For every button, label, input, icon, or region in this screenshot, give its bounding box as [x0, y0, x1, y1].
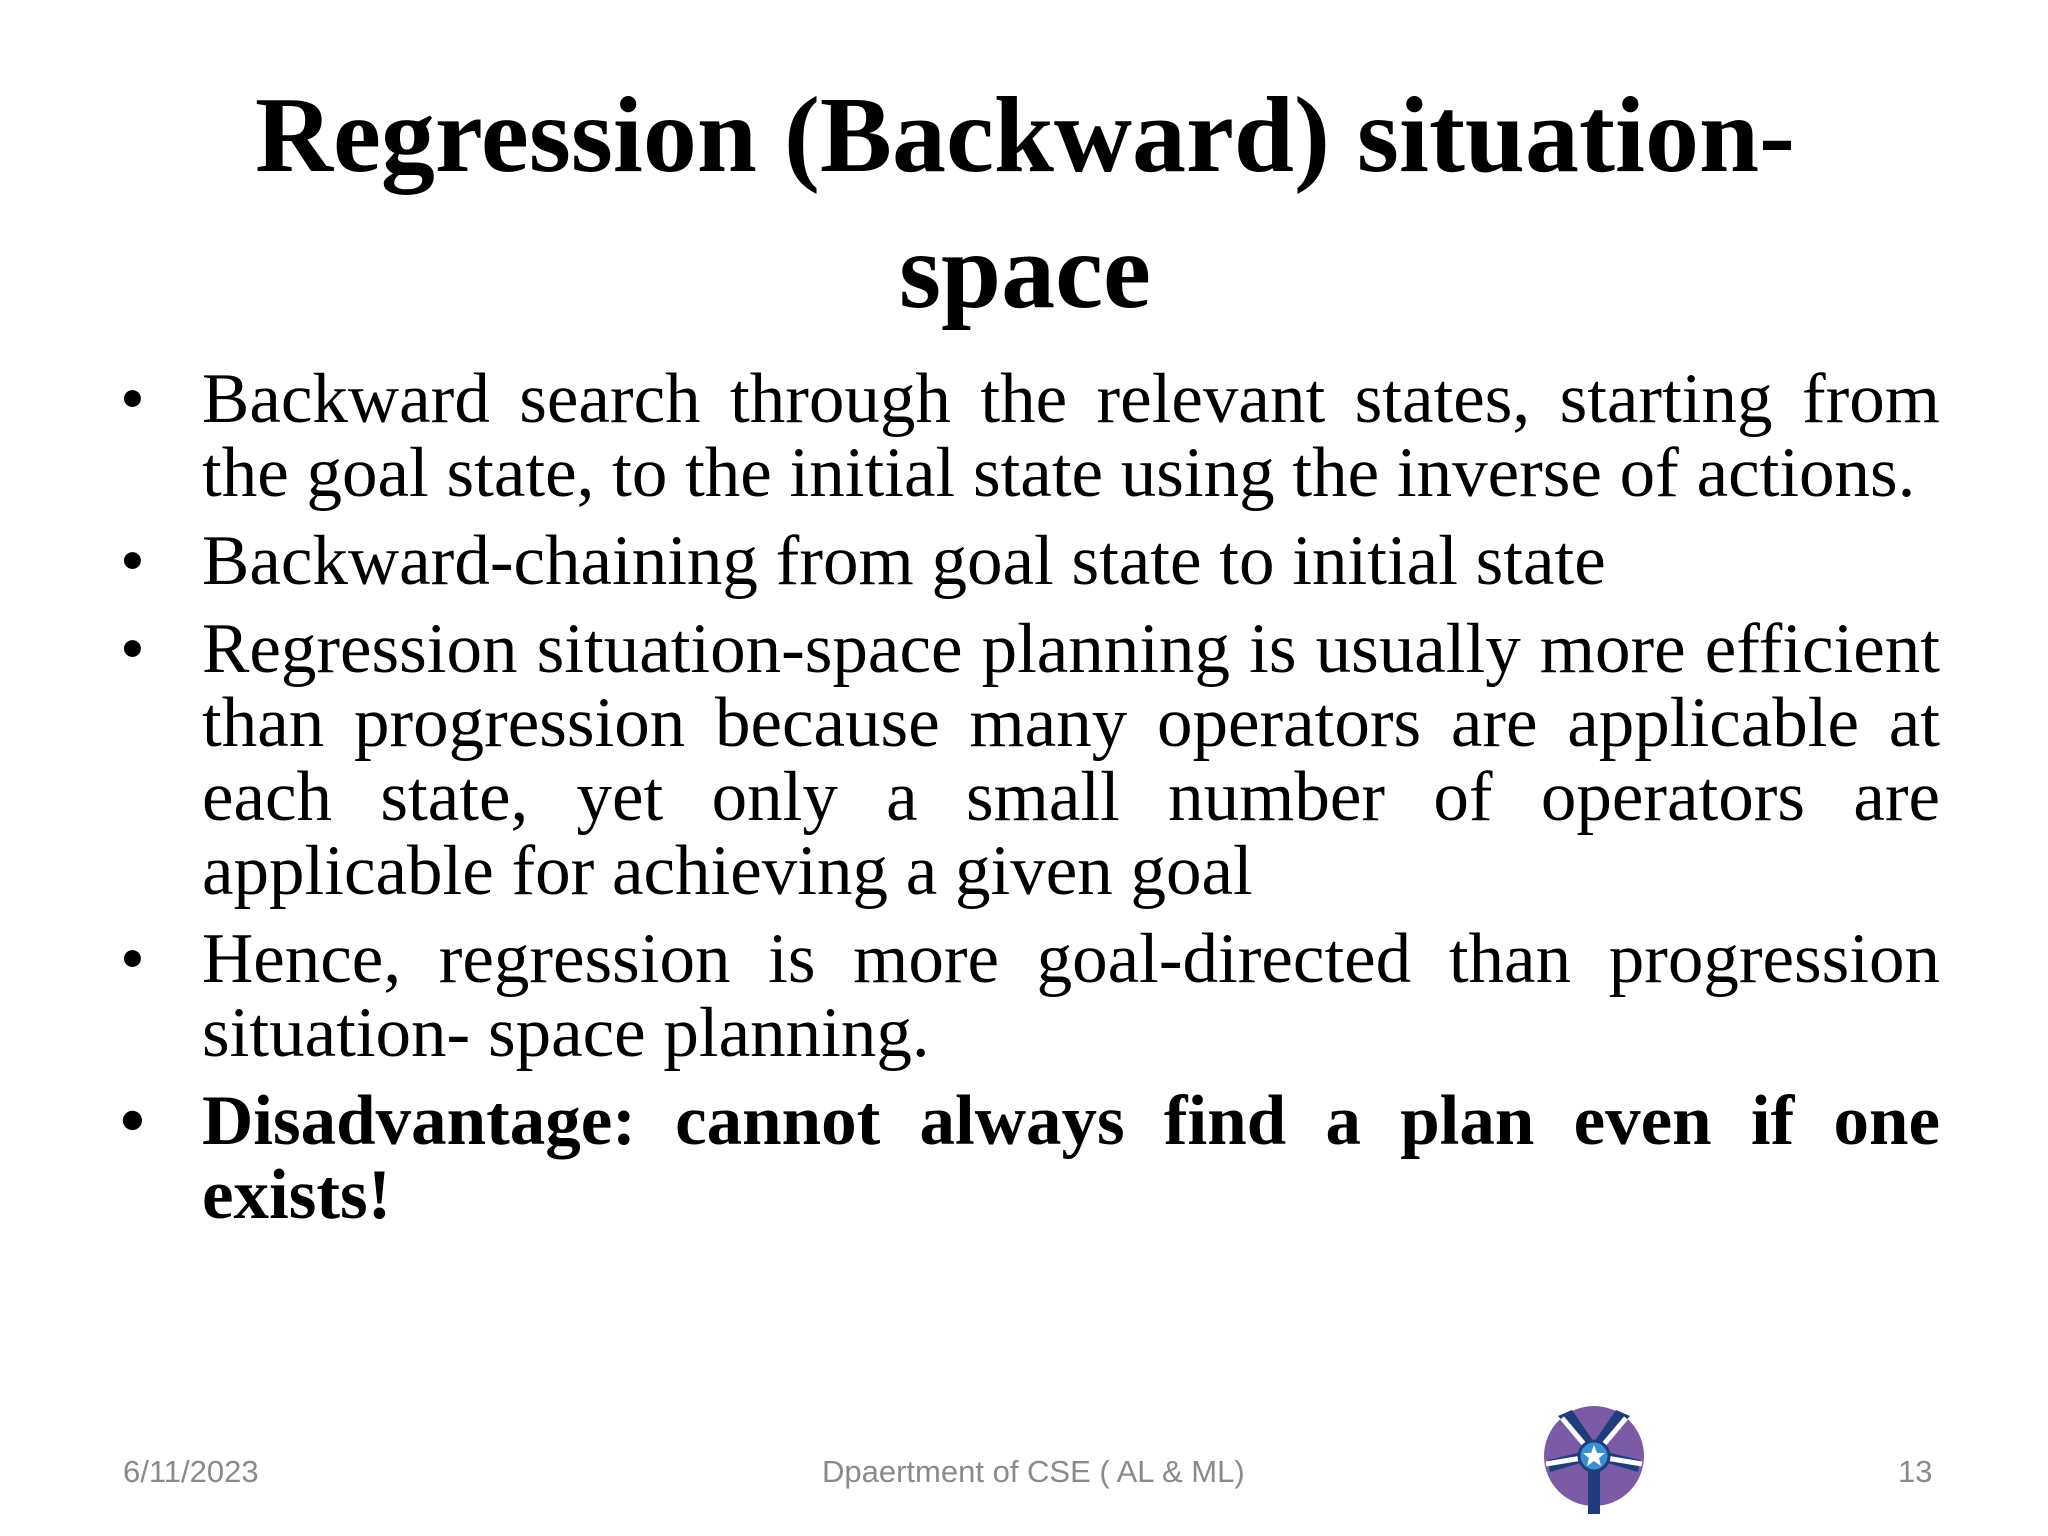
bullet-text: Hence, regression is more goal-directed than progression situation- space planning. [202, 920, 1940, 1072]
bullet-item [120, 612, 1940, 908]
footer-page-number: 13 [1898, 1454, 1933, 1489]
bullet-glyph: • [120, 360, 145, 438]
bullet-text: Disadvantage: cannot always find a plan even if one exists! [202, 1082, 1940, 1234]
bullet-list [120, 362, 1940, 1246]
footer-department: Dpaertment of CSE ( AL & ML) [822, 1454, 1245, 1489]
bullet-item-disadvantage [120, 1084, 1940, 1232]
slide-title: Regression (Backward) situation-space [254, 76, 1795, 331]
bullet-glyph: • [120, 522, 145, 600]
bullet-text: Regression situation-space planning is usually more efficient than progression because many operators are applicable at each state, yet only a small number of operators are applicable for achieving a given goal [202, 610, 1940, 910]
bullet-glyph: • [120, 610, 145, 688]
bullet-glyph: • [120, 920, 145, 998]
bullet-item [120, 524, 1940, 598]
bullet-item [120, 922, 1940, 1070]
bullet-item [120, 362, 1940, 510]
bullet-glyph: • [120, 1082, 145, 1160]
footer-date: 6/11/2023 [123, 1454, 259, 1489]
institution-logo-icon [1538, 1398, 1650, 1518]
bullet-text: Backward search through the relevant states, starting from the goal state, to the initial state using the inverse of actions. [202, 360, 1940, 512]
bullet-text: Backward-chaining from goal state to initial state [202, 522, 1606, 600]
